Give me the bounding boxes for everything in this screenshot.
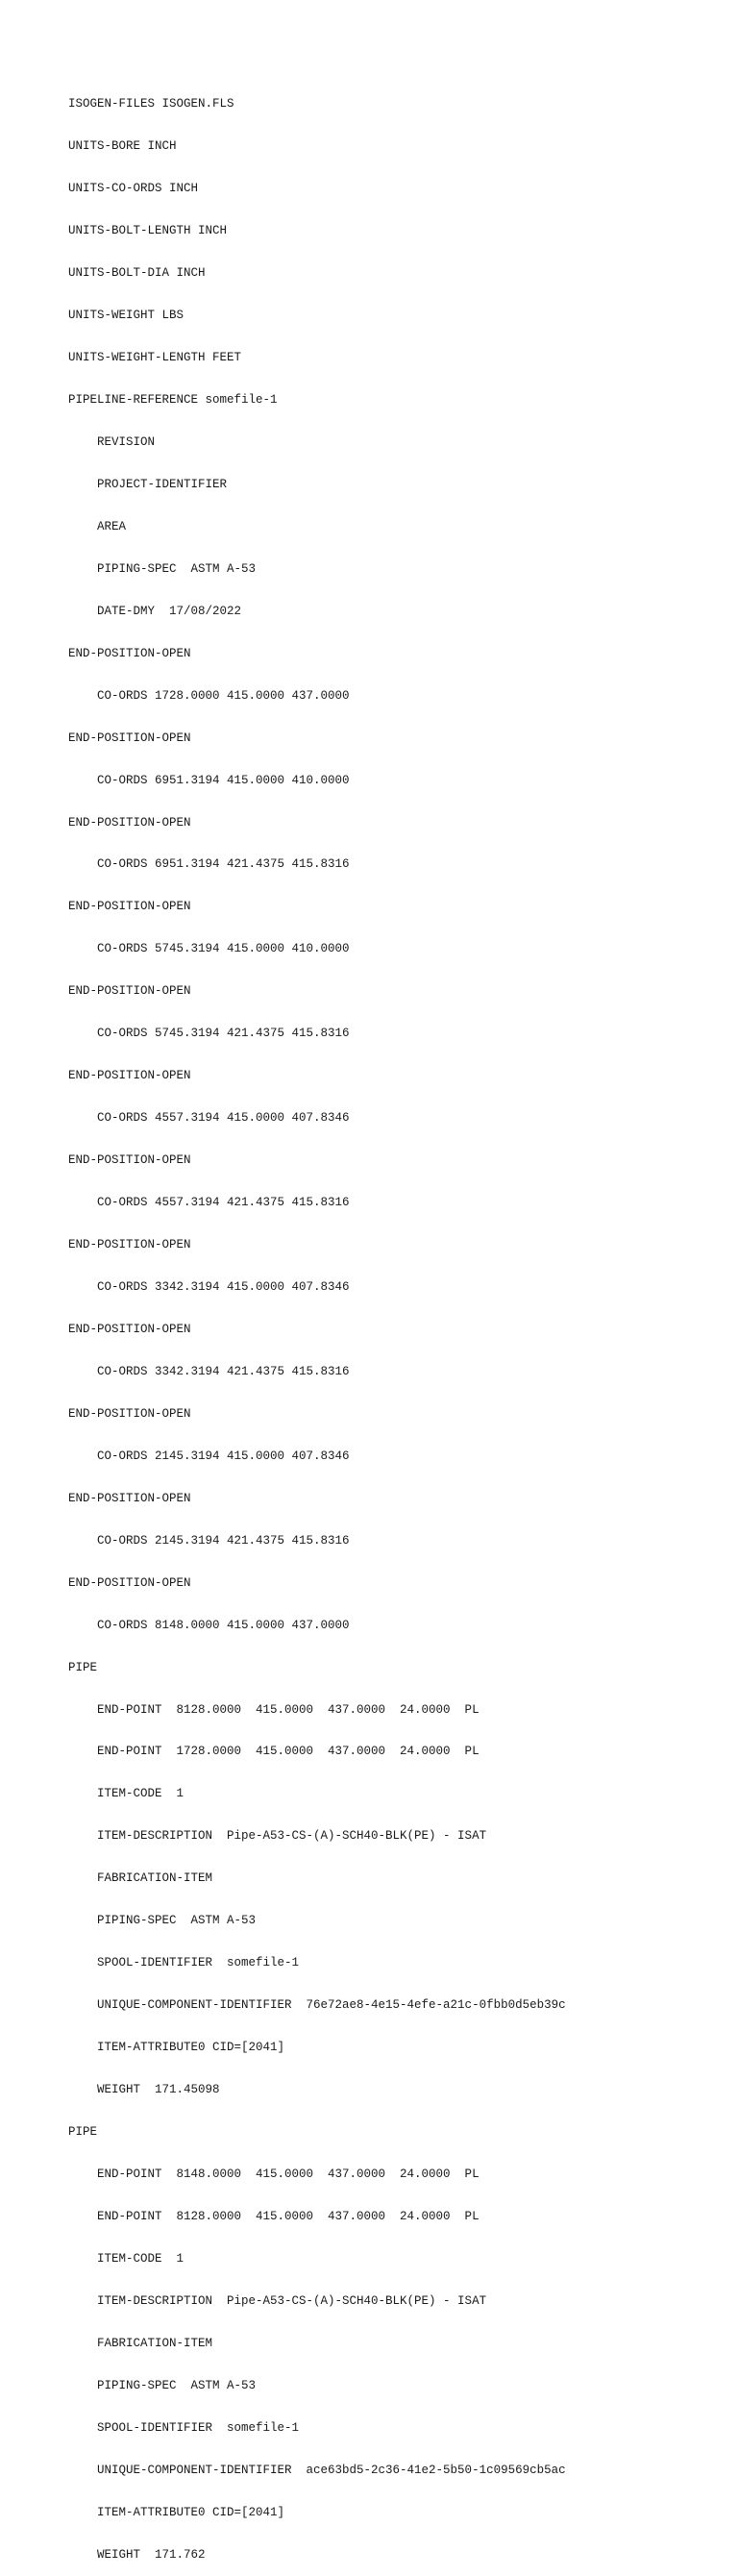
header-units-weight-length: UNITS-WEIGHT-LENGTH FEET bbox=[68, 351, 242, 365]
end-position-open: END-POSITION-OPEN bbox=[68, 1406, 191, 1421]
co-ords-line: CO-ORDS 4557.3194 421.4375 415.8316 bbox=[97, 1196, 350, 1210]
co-ords-line: CO-ORDS 3342.3194 415.0000 407.8346 bbox=[97, 1280, 350, 1294]
end-position-open: END-POSITION-OPEN bbox=[68, 1069, 191, 1083]
co-ords-line: CO-ORDS 1728.0000 415.0000 437.0000 bbox=[97, 688, 350, 703]
co-ords-line: CO-ORDS 6951.3194 415.0000 410.0000 bbox=[97, 773, 350, 787]
pcf-document bbox=[68, 69, 566, 2576]
pipe-item-description: ITEM-DESCRIPTION Pipe-A53-CS-(A)-SCH40-BLK(PE) - ISAT bbox=[97, 1829, 487, 1844]
end-position-open: END-POSITION-OPEN bbox=[68, 1322, 191, 1336]
pipe-item-attribute: ITEM-ATTRIBUTE0 CID=[2041] bbox=[97, 2505, 285, 2519]
pipe-weight: WEIGHT 171.45098 bbox=[97, 2083, 220, 2097]
end-position-open: END-POSITION-OPEN bbox=[68, 1238, 191, 1252]
header-units-bolt-dia: UNITS-BOLT-DIA INCH bbox=[68, 266, 206, 281]
pipeline-piping-spec: PIPING-SPEC ASTM A-53 bbox=[97, 561, 257, 576]
header-units-weight: UNITS-WEIGHT LBS bbox=[68, 309, 184, 323]
co-ords-line: CO-ORDS 4557.3194 415.0000 407.8346 bbox=[97, 1111, 350, 1126]
co-ords-line: CO-ORDS 5745.3194 421.4375 415.8316 bbox=[97, 1027, 350, 1041]
pipe-fabrication-item: FABRICATION-ITEM bbox=[97, 1871, 213, 1886]
pipeline-date-dmy: DATE-DMY 17/08/2022 bbox=[97, 604, 242, 618]
end-position-open: END-POSITION-OPEN bbox=[68, 1491, 191, 1505]
pipe-spool-identifier: SPOOL-IDENTIFIER somefile-1 bbox=[97, 1956, 300, 1970]
co-ords-line: CO-ORDS 2145.3194 421.4375 415.8316 bbox=[97, 1533, 350, 1548]
pipe-fabrication-item: FABRICATION-ITEM bbox=[97, 2336, 213, 2350]
pipe-component: PIPE bbox=[68, 2125, 98, 2140]
pipe-end-point: END-POINT 1728.0000 415.0000 437.0000 24.0000 PL bbox=[97, 1745, 480, 1759]
end-position-open: END-POSITION-OPEN bbox=[68, 646, 191, 660]
end-position-open: END-POSITION-OPEN bbox=[68, 900, 191, 914]
pipe-piping-spec: PIPING-SPEC ASTM A-53 bbox=[97, 2378, 257, 2392]
pipeline-reference: PIPELINE-REFERENCE somefile-1 bbox=[68, 392, 278, 407]
end-position-open: END-POSITION-OPEN bbox=[68, 984, 191, 999]
end-position-open: END-POSITION-OPEN bbox=[68, 1575, 191, 1590]
pipeline-project-identifier: PROJECT-IDENTIFIER bbox=[97, 477, 228, 491]
co-ords-line: CO-ORDS 6951.3194 421.4375 415.8316 bbox=[97, 857, 350, 872]
pipe-item-code: ITEM-CODE 1 bbox=[97, 1787, 184, 1801]
pipe-end-point: END-POINT 8128.0000 415.0000 437.0000 24.0000 PL bbox=[97, 2209, 480, 2223]
pipe-component: PIPE bbox=[68, 1660, 98, 1674]
header-units-bolt-length: UNITS-BOLT-LENGTH INCH bbox=[68, 224, 228, 238]
pipeline-revision: REVISION bbox=[97, 434, 156, 449]
pipe-weight: WEIGHT 171.762 bbox=[97, 2547, 206, 2562]
pipe-spool-identifier: SPOOL-IDENTIFIER somefile-1 bbox=[97, 2420, 300, 2435]
pipe-end-point: END-POINT 8128.0000 415.0000 437.0000 24.0000 PL bbox=[97, 1702, 480, 1717]
end-position-open: END-POSITION-OPEN bbox=[68, 1153, 191, 1168]
co-ords-line: CO-ORDS 3342.3194 421.4375 415.8316 bbox=[97, 1364, 350, 1378]
pipe-item-description: ITEM-DESCRIPTION Pipe-A53-CS-(A)-SCH40-BLK(PE) - ISAT bbox=[97, 2293, 487, 2308]
co-ords-line: CO-ORDS 5745.3194 415.0000 410.0000 bbox=[97, 942, 350, 956]
end-position-open: END-POSITION-OPEN bbox=[68, 815, 191, 830]
pipe-item-attribute: ITEM-ATTRIBUTE0 CID=[2041] bbox=[97, 2041, 285, 2055]
pipe-item-code: ITEM-CODE 1 bbox=[97, 2251, 184, 2266]
pipe-end-point: END-POINT 8148.0000 415.0000 437.0000 24.0000 PL bbox=[97, 2167, 480, 2182]
end-position-open: END-POSITION-OPEN bbox=[68, 731, 191, 745]
header-units-bore: UNITS-BORE INCH bbox=[68, 139, 177, 154]
co-ords-line: CO-ORDS 2145.3194 415.0000 407.8346 bbox=[97, 1449, 350, 1463]
pipe-piping-spec: PIPING-SPEC ASTM A-53 bbox=[97, 1914, 257, 1928]
header-isogen-files: ISOGEN-FILES ISOGEN.FLS bbox=[68, 97, 234, 111]
co-ords-line: CO-ORDS 8148.0000 415.0000 437.0000 bbox=[97, 1618, 350, 1632]
header-units-co-ords: UNITS-CO-ORDS INCH bbox=[68, 182, 199, 196]
pipeline-area: AREA bbox=[97, 519, 127, 533]
pipe-unique-component-identifier: UNIQUE-COMPONENT-IDENTIFIER ace63bd5-2c36-41e2-5b50-1c09569cb5ac bbox=[97, 2463, 566, 2477]
pipe-unique-component-identifier: UNIQUE-COMPONENT-IDENTIFIER 76e72ae8-4e15-4efe-a21c-0fbb0d5eb39c bbox=[97, 1998, 566, 2013]
